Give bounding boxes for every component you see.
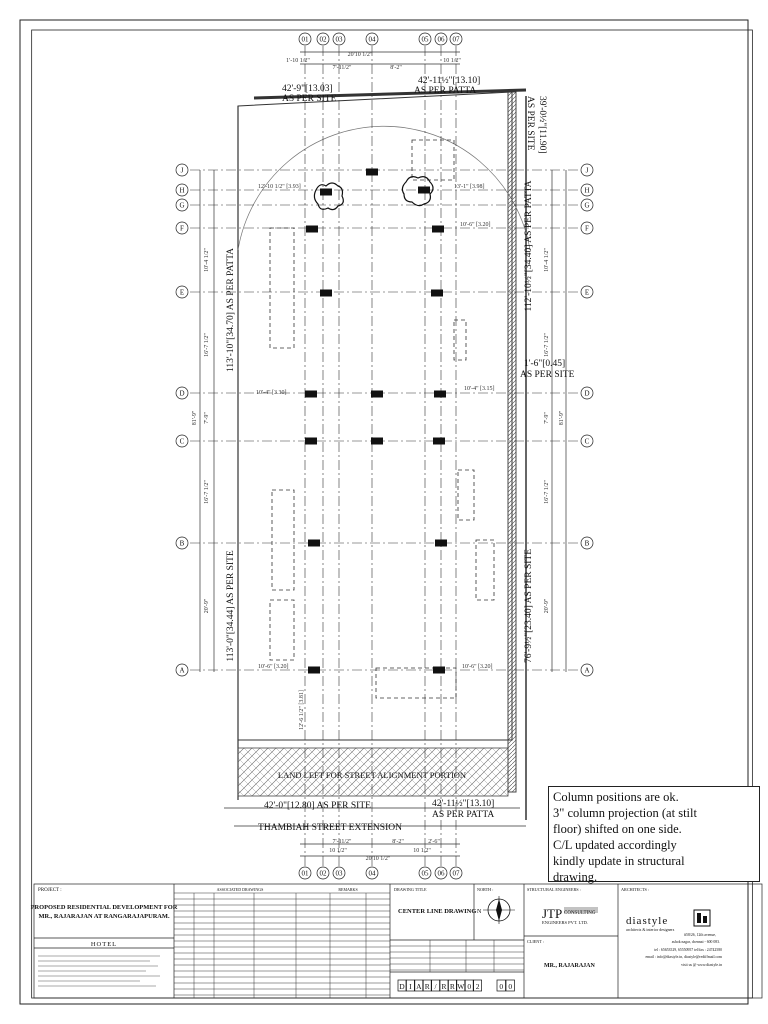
grid-label-row: E xyxy=(179,288,185,297)
note-line: C/L updated accordingly xyxy=(553,838,677,852)
grid-label-col: 01 xyxy=(301,35,309,44)
column-marker xyxy=(371,438,383,445)
grid-label-col: 05 xyxy=(421,35,429,44)
grid-label-row: A xyxy=(584,666,590,675)
dim-offset-a-right: 10'-6" [3.20] xyxy=(462,664,493,670)
dim-col-a-top: 7'-11/2" xyxy=(332,65,352,71)
column-marker xyxy=(371,391,383,398)
column-marker xyxy=(418,187,430,194)
architect-addr5: visit us @ www.diastyle.in xyxy=(681,963,722,967)
client-label: CLIENT : xyxy=(527,939,545,944)
dim-offset-h-right: 13'-1" [3.98] xyxy=(454,184,485,190)
note-right-mid: 1'-6"[0.45] xyxy=(524,359,566,369)
note-right-top-vertical-sub: AS PER SITE xyxy=(525,96,535,151)
client-name: MR., RAJARAJAN xyxy=(544,963,595,969)
drawing-number-char: 0 xyxy=(467,982,472,991)
project-label: PROJECT : xyxy=(38,888,62,893)
architect-addr4: email : info@diastyle.in, diastyle@rediffmail.com xyxy=(645,955,722,959)
architect-logo-icon xyxy=(694,910,710,926)
dim-col-c-bottom: 2'-6" xyxy=(428,839,440,845)
drawing-title-label: DRAWING TITLE xyxy=(394,887,427,892)
note-line: 3" column projection (at stilt xyxy=(553,806,697,820)
dim-row-ed-left: 16'-7 1/2" xyxy=(204,333,210,357)
grid-label-row: A xyxy=(179,666,185,675)
dim-offset-d-right: 10'-4" [3.15] xyxy=(464,386,495,392)
title-block-text xyxy=(31,887,722,969)
drawing-number-char: A xyxy=(416,982,422,991)
column-marker xyxy=(308,667,320,674)
grid-label-col: 07 xyxy=(452,869,460,878)
grid-label-row: D xyxy=(584,389,590,398)
plot-boundary xyxy=(238,90,526,820)
dim-left-total: 81'-9" xyxy=(192,410,198,426)
architect-name: diastyle xyxy=(626,915,669,927)
dim-bottom-right-offset: 10 1/2" xyxy=(413,848,431,854)
note-line: floor) shifted on one side. xyxy=(553,822,682,836)
grid-label-col: 02 xyxy=(319,869,327,878)
grid-label-row: D xyxy=(179,389,185,398)
note-right-lower-vertical: 76'-9½"[23.40] AS PER SITE xyxy=(524,548,534,664)
column-marker xyxy=(320,189,332,196)
grid-label-row: J xyxy=(180,166,184,175)
column-marker xyxy=(305,391,317,398)
grid-label-col: 02 xyxy=(319,35,327,44)
grid-label-col: 06 xyxy=(437,35,445,44)
grid-label-col: 01 xyxy=(301,869,309,878)
dim-offset-a-left: 10'-6" [3.20] xyxy=(258,664,289,670)
dim-offset-h: 12'-10 1/2" [3.93] xyxy=(258,184,301,190)
grid-label-row: G xyxy=(179,201,185,210)
revision-header: ASSOCIATED DRAWINGS xyxy=(216,887,264,892)
consultant-name: JTP xyxy=(542,906,563,921)
dim-front-setback: 12'-6 1/2" [3.81] xyxy=(299,690,305,730)
dim-row-ed-right: 16'-7 1/2" xyxy=(544,333,550,357)
note-top-left: 42'-9"[13.03] xyxy=(282,84,333,94)
north-arrow-icon xyxy=(477,896,515,924)
grid-label-col: 07 xyxy=(452,35,460,44)
grid-label-row: E xyxy=(584,288,590,297)
dim-col-a-bottom: 7'-11/2" xyxy=(332,839,352,845)
dim-row-ba-right: 20'-9" xyxy=(544,598,550,614)
column-marker xyxy=(308,540,320,547)
drawing-number-char: D xyxy=(399,982,405,991)
architect-addr1: #58/26, 12th avenue, xyxy=(684,933,716,937)
grid-label-row: H xyxy=(584,186,590,195)
north-label: NORTH : xyxy=(477,887,494,892)
street-name: THAMBIAH STREET EXTENSION xyxy=(258,823,402,833)
dim-top-right-offset: 10 1/2" xyxy=(443,58,461,64)
revision-clouds xyxy=(314,177,433,210)
grid-label-col: 03 xyxy=(335,869,343,878)
dim-top-left-offset: 1'-10 1/2" xyxy=(286,58,310,64)
architect-addr3: tel : 65653529, 65550957 tel/fax : 24742580 xyxy=(654,948,722,952)
grid-label-row: B xyxy=(179,539,185,548)
drawing-number-char: I xyxy=(409,982,412,991)
fine-print-lines xyxy=(38,956,160,986)
drawing-number-char: R xyxy=(424,982,430,991)
grid-label-row: H xyxy=(179,186,185,195)
consultant-sub2: ENGINEERS PVT. LTD. xyxy=(542,920,588,925)
note-top-right: 42'-11½"[13.10] xyxy=(418,76,481,86)
dim-row-fe-left: 10'-4 1/2" xyxy=(204,248,210,272)
dim-bottom-left-offset: 10 1/2" xyxy=(329,848,347,854)
architect-sub: architects & interior designers xyxy=(626,927,675,932)
grid-label-col: 05 xyxy=(421,869,429,878)
note-line: drawing. xyxy=(553,870,598,884)
dim-right-total: 81'-9" xyxy=(559,410,565,426)
dim-row-fe-right: 10'-4 1/2" xyxy=(544,248,550,272)
note-left-lower-vertical: 113'-0"[34.44] AS PER SITE xyxy=(226,550,236,662)
drawing-title: CENTER LINE DRAWING xyxy=(398,908,477,915)
column-marker xyxy=(433,667,445,674)
column-marker xyxy=(366,169,378,176)
column-marker xyxy=(320,290,332,297)
note-bottom-right: 42'-11½"[13.10] xyxy=(432,799,495,809)
consultant-label: STRUCTURAL ENGINEERS : xyxy=(527,887,581,892)
note-land-left: LAND LEFT FOR STREET ALIGNMENT PORTION xyxy=(277,770,467,780)
revision-number-char: 0 xyxy=(508,982,513,991)
drawing-number-char: 2 xyxy=(475,982,480,991)
column-marker xyxy=(434,391,446,398)
structural-columns xyxy=(305,169,447,674)
note-line: Column positions are ok. xyxy=(553,790,679,804)
column-marker xyxy=(306,226,318,233)
column-marker xyxy=(435,540,447,547)
architect-label: ARCHITECTS : xyxy=(621,887,650,892)
revision-table-grid xyxy=(174,893,390,998)
column-marker xyxy=(305,438,317,445)
project-name-line1: PROPOSED RESIDENTIAL DEVELOPMENT FOR xyxy=(30,904,178,911)
dim-row-cb-right: 16'-7 1/2" xyxy=(544,480,550,504)
note-top-left-sub: AS PER SITE xyxy=(282,94,337,104)
dim-row-dc-right: 7'-9" xyxy=(544,412,550,424)
review-comment-note xyxy=(548,786,760,882)
dim-row-cb-left: 16'-7 1/2" xyxy=(204,480,210,504)
svg-text:N: N xyxy=(477,909,482,915)
note-right-mid-sub: AS PER SITE xyxy=(520,370,575,380)
grid-label-row: F xyxy=(585,224,589,233)
remarks-header: REMARKS xyxy=(338,887,358,892)
note-top-right-sub: AS PER PATTA xyxy=(414,86,477,96)
column-marker xyxy=(432,226,444,233)
dim-row-ba-left: 20'-9" xyxy=(204,598,210,614)
revision-number xyxy=(497,980,515,991)
consultant-sub: CONSULTING xyxy=(564,911,596,916)
dim-col-b-top: 8'-2" xyxy=(390,65,402,71)
column-marker xyxy=(433,438,445,445)
dim-overall-width-top: 20'10 1/2" xyxy=(347,52,373,58)
note-left-upper-vertical: 113'-10"[34.70] AS PER PATTA xyxy=(226,248,236,372)
note-right-top-vertical: 39'-0½"[11.90] xyxy=(537,96,547,154)
project-name-line2: MR., RAJARAJAN AT RANGARAJAPURAM. xyxy=(38,913,170,920)
drawing-number-char: R xyxy=(441,982,447,991)
grid-label-row: C xyxy=(179,437,185,446)
grid-label-col: 04 xyxy=(368,869,376,878)
drawing-number-char: R xyxy=(449,982,455,991)
drawing-number xyxy=(398,980,482,991)
note-bottom-right-sub: AS PER PATTA xyxy=(432,810,495,820)
column-marker xyxy=(431,290,443,297)
dim-row-dc-left: 7'-9" xyxy=(204,412,210,424)
grid-label-row: B xyxy=(584,539,590,548)
grid-label-row: G xyxy=(584,201,590,210)
drawing-number-char: / xyxy=(434,982,437,991)
note-right-upper-vertical: 112'-10½"[34.40] AS PER PATTA xyxy=(524,180,534,312)
grid-label-row: F xyxy=(180,224,184,233)
dim-offset-f: 10'-6" [3.20] xyxy=(460,222,491,228)
grid-label-row: J xyxy=(585,166,589,175)
dim-overall-width-bottom: 20'10 1/2" xyxy=(365,856,391,862)
note-bottom-left: 42'-0"[12.80] AS PER SITE xyxy=(264,801,371,811)
grid-label-col: 06 xyxy=(437,869,445,878)
title-block-meta-grid xyxy=(390,940,524,972)
revision-number-char: 0 xyxy=(499,982,504,991)
hotel-label: HOTEL xyxy=(90,941,118,948)
dim-offset-d-left: 10'-4" [3.30] xyxy=(256,390,287,396)
grid-label-row: C xyxy=(584,437,590,446)
note-line: kindly update in structural xyxy=(553,854,685,868)
architect-addr2: ashok nagar, chennai - 600 083. xyxy=(671,940,720,944)
drawing-number-char: W xyxy=(457,982,465,991)
grid-label-col: 03 xyxy=(335,35,343,44)
grid-label-col: 04 xyxy=(368,35,376,44)
dim-col-b-bottom: 8'-2" xyxy=(392,839,404,845)
